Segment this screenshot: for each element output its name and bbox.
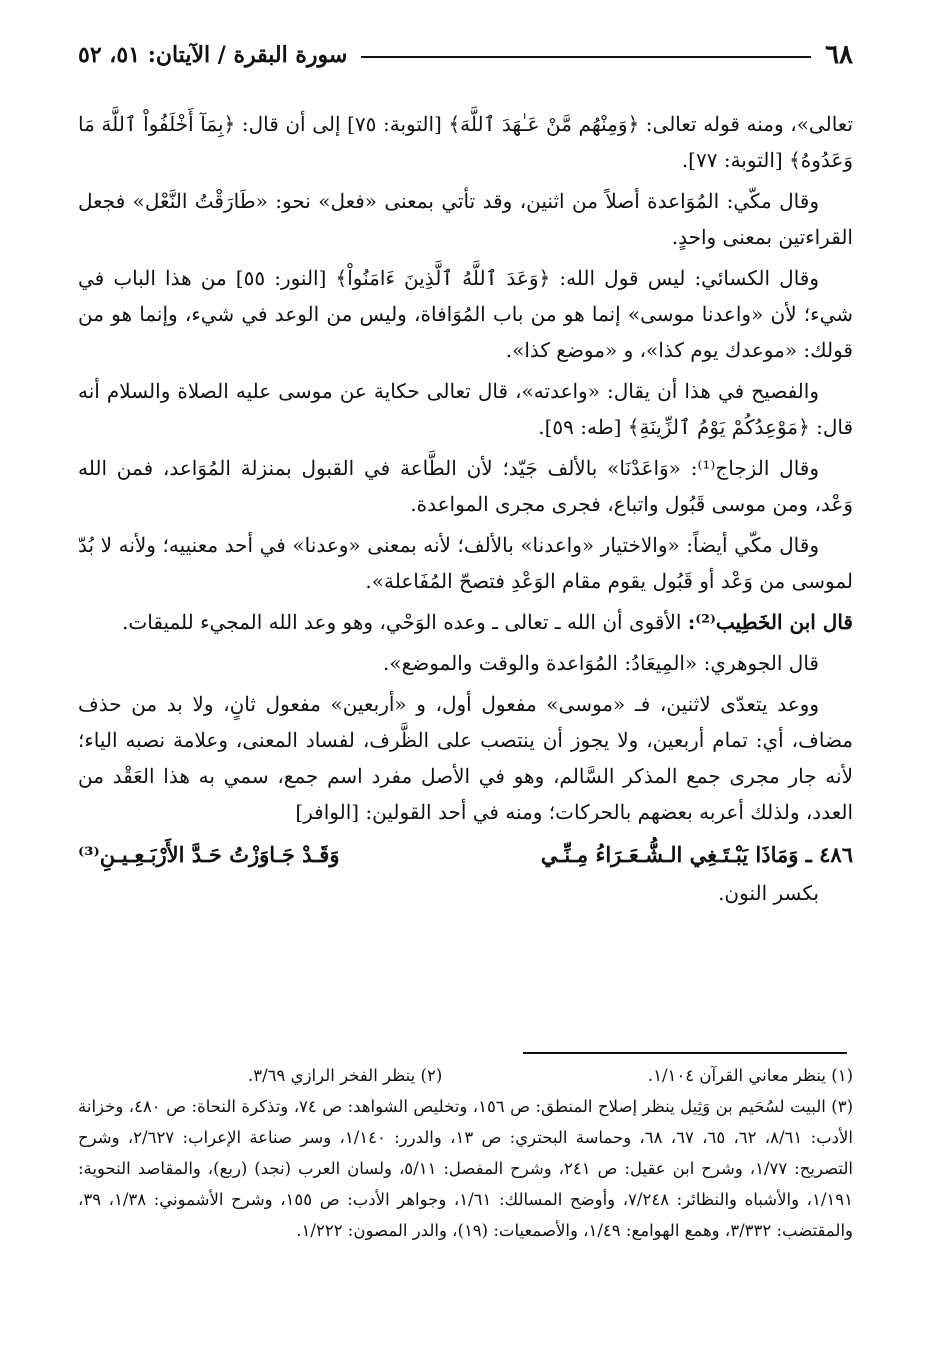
paragraph-6: وقال مكّي أيضاً: «والاختيار «واعدنا» بالألف؛ لأنه بمعنى «وعدنا» في أحد معنييه؛ ولأنه لا بُدّ لموسى من وَعْد أو قَبُول يقوم مقام الوَعْدِ فتصحّ المُفَاعلة». <box>78 533 853 593</box>
footnote-3: (٣) البيت لسُحَيم بن وَثِيل ينظر إصلاح المنطق: ص ١٥٦، وتخليص الشواهد: ص ٧٤، وتذكرة النحاة: ص ٤٨٠، وخزانة الأدب: ٨/٦١، ٦٢، ٦٥، ٦٧، ٦٨، وحماسة البحتري: ص ١٣، والدرر: ١/١٤٠، وسر صناعة الإعراب: ٢/٦٢٧، وشرح التصريح: ١/٧٧، وشرح ابن عقيل: ص ٢٤١، وشرح المفصل: ٥/١١، ولسان العرب (نجد) (ربع)، والمقاصد النحوية: ١/١٩١، والأشباه والنظائر: ٧/٢٤٨، وأوضح المسالك: ١/٦١، وجواهر الأدب: ص ١٥٥، وشرح الأشموني: ١/٣٨، ٣٩، والمقتضب: ٣/٣٣٢، وهمع الهوامع: ١/٤٩، والأصمعيات: (١٩)، والدر المصون: ١/٢٢٢. <box>78 1097 854 1240</box>
paragraph-7-text: الأقوى أن الله ـ تعالى ـ وعده الوَحْي، وهو وعد الله المجيء للميقات. <box>122 610 682 634</box>
paragraph-1: تعالى»، ومنه قوله تعالى: ﴿وَمِنْهُم مَّنْ عَـٰهَدَ ٱللَّهَ﴾ [التوبة: ٧٥] إلى أن قال: ﴿بِمَآ أَخْلَفُواْ ٱللَّهَ مَا وَعَدُوهُ﴾ [التوبة: ٧٧]. <box>78 112 854 172</box>
paragraph-7 <box>78 604 853 640</box>
page-header <box>78 36 853 74</box>
verse-first-hemistich: ٤٨٦ ـ وَمَاذَا يَبْـتَـغِي الـشُّـعَـرَاءُ مِـنِّـي <box>540 842 853 867</box>
footnotes <box>78 1060 853 1246</box>
verse-second-hemistich: وَقَـدْ جَـاوَزْتُ حَـدَّ الأَرْبَـعِـيـنِ⁽³⁾ <box>78 842 340 867</box>
paragraph-3: وقال الكسائي: ليس قول الله: ﴿وَعَدَ ٱللَّهُ ٱلَّذِينَ ءَامَنُواْ﴾ [النور: ٥٥] من هذا الباب في شيء؛ لأن «واعدنا موسى» إنما هو من باب المُوَافاة، وليس من الوعد في شيء، وإنما هو من قولك: «موعدك يوم كذا»، و «موضع كذا». <box>78 266 853 362</box>
footnote-1: (١) ينظر معاني القرآن ١/١٠٤. <box>647 1066 853 1085</box>
running-title: سورة البقرة / الآيتان: ٥١، ٥٢ <box>78 42 348 68</box>
header-rule <box>361 56 811 58</box>
page-number: ٦٨ <box>825 40 853 70</box>
paragraph-2: وقال مكّي: المُوَاعدة أصلاً من اثنين، وقد تأتي بمعنى «فعل» نحو: «طَارَقْتُ النَّعْل» فجعل القراءتين بمعنى واحدٍ. <box>78 189 853 249</box>
main-text <box>78 106 853 916</box>
footnotes-row-1-2 <box>78 1060 853 1091</box>
paragraph-10: بكسر النون. <box>718 881 819 905</box>
footnote-2: (٢) ينظر الفخر الرازي ٣/٦٩. <box>248 1066 443 1085</box>
paragraph-4: والفصيح في هذا أن يقال: «واعدته»، قال تعالى حكاية عن موسى عليه الصلاة والسلام أنه قال: ﴿مَوْعِدُكُمْ يَوْمُ ٱلزِّينَةِ﴾ [طه: ٥٩]. <box>78 379 853 439</box>
footnote-separator <box>523 1052 847 1054</box>
paragraph-8: قال الجوهري: «المِيعَادُ: المُوَاعدة والوقت والموضع». <box>383 651 819 675</box>
ibn-al-khatib-label: قال ابن الخَطِيب⁽²⁾: <box>687 610 853 634</box>
poem-verse <box>78 835 853 875</box>
paragraph-9: ووعد يتعدّى لاثنين، فـ «موسى» مفعول أول، و «أربعين» مفعول ثانٍ، ولا بد من حذف مضاف، أي: تمام أربعين، ولا يجوز أن ينتصب على الظَّرف، لفساد المعنى، وعلامة نصبه الياء؛ لأنه جار مجرى جمع المذكر السَّالم، وهو في الأصل مفرد اسم جمع، سمي به هذا العَقْد من العدد، ولذلك أعربه بعضهم بالحركات؛ ومنه في أحد القولين: [الوافر] <box>78 692 853 824</box>
paragraph-5: وقال الزجاج⁽¹⁾: «وَاعَدْنَا» بالألف جَيّد؛ لأن الطَّاعة في القبول بمنزلة المُوَاعد، فمن الله وَعْد، ومن موسى قَبُول واتباع، فجرى مجرى المواعدة. <box>78 456 853 516</box>
